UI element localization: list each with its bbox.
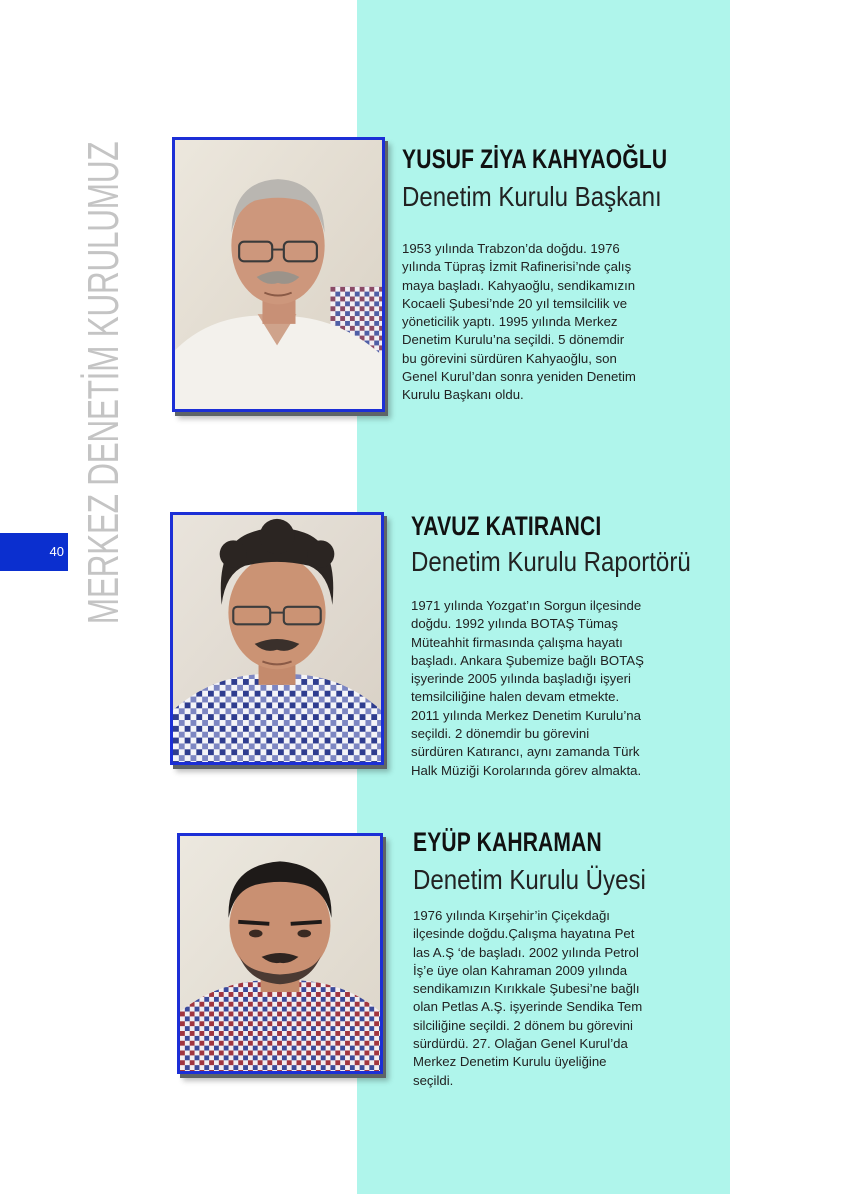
member-role-2: Denetim Kurulu Raportörü xyxy=(411,546,691,577)
member-name-2: YAVUZ KATIRANCI xyxy=(411,511,602,541)
member-bio-2: 1971 yılında Yozgat’ın Sorgun ilçesinde doğdu. 1992 yılında BOTAŞ Tümaş Müteahhit firmasında çalışma hayatı başladı. Ankara Şubemize bağlı BOTAŞ işyerinde 2005 yılında başladığı işyeri temsilciliğine halen devam etmekte. 2011 yılında Merkez Denetim Kurulu’na seçildi. 2 dönemdir bu görevini sürdüren Katırancı, aynı zamanda Türk Halk Müziği Korolarında görev almakta. xyxy=(411,598,644,778)
member-photo-3 xyxy=(177,833,383,1074)
portrait-photo-icon xyxy=(180,836,380,1071)
member-name-3: EYÜP KAHRAMAN xyxy=(413,827,602,857)
member-bio-3: 1976 yılında Kırşehir’in Çiçekdağı ilçesinde doğdu.Çalışma hayatına Pet las A.Ş ‘de başladı. 2002 yılında Petrol İş’e üye olan Kahraman 2009 yılında sendikamızın Kırıkkale Şubesi’ne bağlı olan Petlas A.Ş. işyerinde Sendika Tem silciliğine seçildi. 2 dönem bu görevini sürdürdü. 27. Olağan Genel Kurul’da Merkez Denetim Kurulu üyeliğine seçildi. xyxy=(413,908,643,1088)
member-name-1: YUSUF ZİYA KAHYAOĞLU xyxy=(402,144,668,174)
member-role-1: Denetim Kurulu Başkanı xyxy=(402,181,662,212)
member-photo-1 xyxy=(172,137,385,412)
page-number: 40 xyxy=(49,544,64,559)
portrait-photo-icon xyxy=(175,140,382,409)
member-photo-2 xyxy=(170,512,384,765)
member-bio-1: 1953 yılında Trabzon’da doğdu. 1976 yılında Tüpraş İzmit Rafinerisi’nde çalış maya başladı. Kahyaoğlu, sendikamızın Kocaeli Şubesi’nde 20 yıl temsilcilik ve yöneticilik yaptı. 1995 yılında Merkez Denetim Kurulu’na seçildi. 5 dönemdir bu görevini sürdüren Kahyaoğlu, son Genel Kurul’dan sonra yeniden Denetim Kurulu Başkanı oldu. xyxy=(402,241,636,403)
side-title: MERKEZ DENETİM KURULUMUZ xyxy=(79,141,128,625)
member-role-3: Denetim Kurulu Üyesi xyxy=(413,864,646,895)
portrait-photo-icon xyxy=(173,515,381,762)
page-number-tab xyxy=(0,533,68,571)
